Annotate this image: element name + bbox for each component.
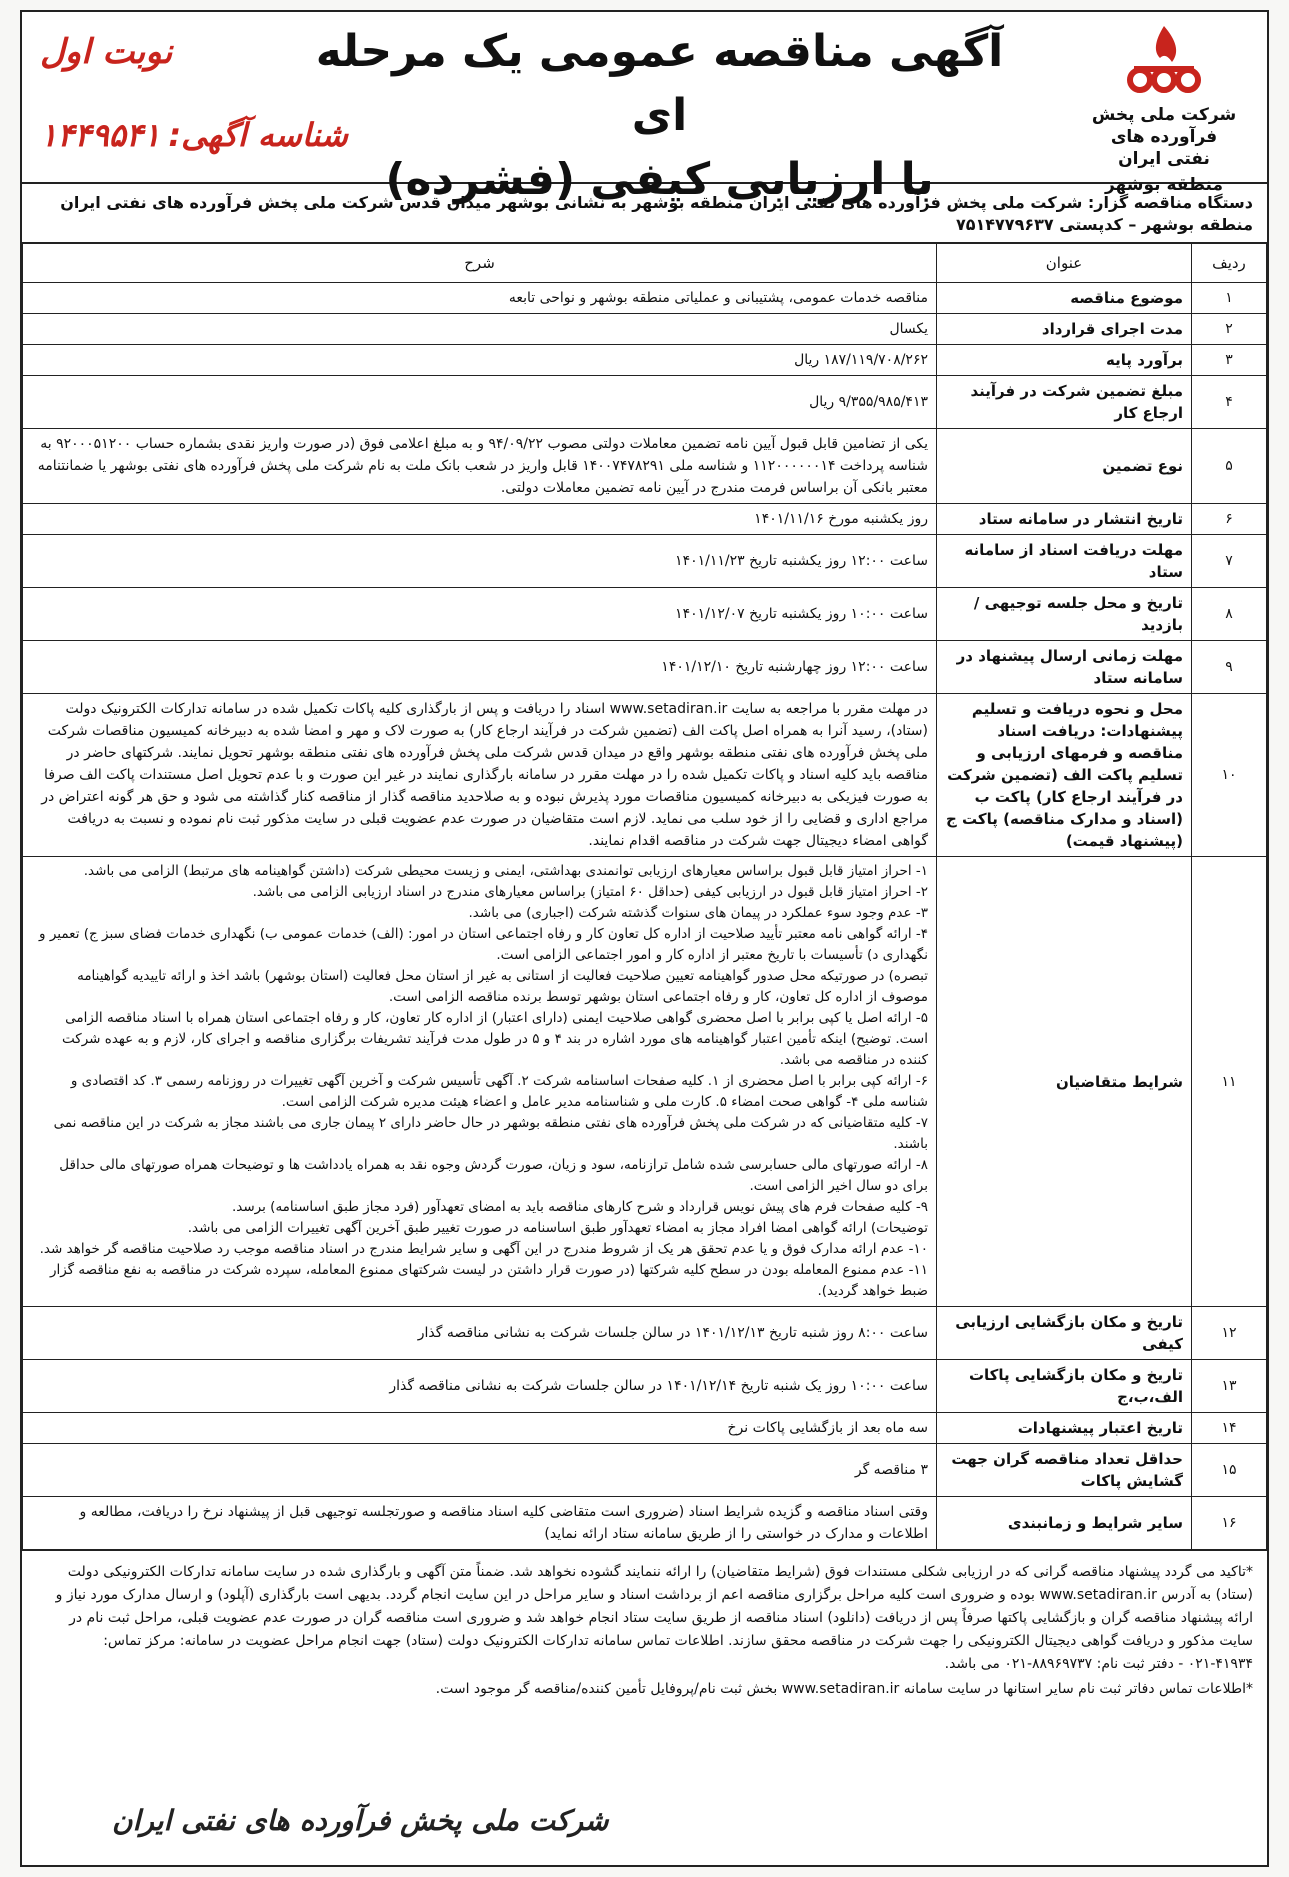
row-desc: در مهلت مقرر با مراجعه به سایت www.setadiran.ir اسناد را دریافت و پس از بارگذاری کلیه پاکات تکمیل شده در سامانه تدارکات الکترونیک دولت (ستاد)، رسید آنرا به همراه اصل پاکت الف (تضمین شرکت در فرآیند ارجاع کار) به صورت لاک و مهر و امضا شده به دبیرخانه کمیسیون مناقصات شرکت ملی پخش فرآورده های نفتی منطقه بوشهر واقع در میدان قدس شرکت ملی پخش فرآورده های نفتی منطقه بوشهر تحویل نمایند. شرکتهای حاضر در مناقصه باید کلیه اسناد و پاکات تکمیل شده را در مهلت مقرر در سامانه بارگذاری نمایند در غیر این صورت و با عدم تحویل اصل مستندات پاکت الف صرفا به صورت فیزیکی به دبیرخانه کمیسیون مناقصات مورد پذیرش نبوده و به صلاحدید مناقصه گذار از مناقصه کنار گذاشته می شود و حق هر گونه اعتراض در مراجع اداری و قضایی را از خود سلب می نماید. لازم است متقاضیان در صورت عدم عضویت قبلی در سایت مذکور ثبت نام نموده و نسبت به دریافت گواهی امضاء دیجیتال جهت شرکت در مناقصه اقدام نمایند.	[23, 694, 937, 857]
condition-line: ۵- ارائه اصل یا کپی برابر با اصل محضری گواهی صلاحیت ایمنی (دارای اعتبار) از اداره کار تعاون، کار و رفاه اجتماعی استان همراه با اسناد مناقصه الزامی است. توضیح) اینکه تأمین اعتبار گواهینامه های مورد اشاره در بند ۴ و ۵ در طول مدت فرآیند تشریفات برگزاری مناقصه و اجرای کار، لازم و به عهده شرکت کننده در مناقصه می باشد.	[62, 1010, 928, 1068]
table-row	[23, 535, 1267, 588]
table-row	[23, 857, 1267, 1307]
table-row	[23, 376, 1267, 429]
row-num: ۸	[1192, 588, 1267, 641]
flame-logo-icon	[1124, 22, 1204, 100]
condition-line: ۸- ارائه صورتهای مالی حسابرسی شده شامل ترازنامه، سود و زیان، صورت گردش وجوه نقد به همراه یادداشت ها و توضیحات همراه صورتهای مالی حداقل برای دو سال اخیر الزامی است.	[59, 1157, 928, 1194]
table-row	[23, 1444, 1267, 1497]
title-block	[282, 20, 1037, 212]
row-desc: ساعت ۱۰:۰۰ روز یکشنبه تاریخ ۱۴۰۱/۱۲/۰۷	[23, 588, 937, 641]
condition-line: توضیحات) ارائه گواهی امضا افراد مجاز به امضاء تعهدآور طبق اساسنامه در صورت تغییر طبق آخرین آگهی تغییرات الزامی می باشد.	[187, 1220, 928, 1236]
table-row	[23, 641, 1267, 694]
row-title: تاریخ و محل جلسه توجیهی /بازدید	[937, 588, 1192, 641]
row-desc: ۱۸۷/۱۱۹/۷۰۸/۲۶۲ ریال	[23, 345, 937, 376]
company-logo	[1089, 22, 1239, 196]
table-row	[23, 504, 1267, 535]
table-row	[23, 314, 1267, 345]
row-desc: ۹/۳۵۵/۹۸۵/۴۱۳ ریال	[23, 376, 937, 429]
condition-line: ۴- ارائه گواهی نامه معتبر تأیید صلاحیت از اداره کل تعاون کار و رفاه اجتماعی استان در امور: (الف) خدمات عمومی ب) نگهداری خدمات فضای سبز ج) تعمیر و نگهداری د) تأسیسات با تاریخ معتبر از اداره کار و امور اجتماعی الزامی است.	[39, 926, 928, 963]
row-title: مهلت زمانی ارسال پیشنهاد در سامانه ستاد	[937, 641, 1192, 694]
condition-line: ۱- احراز امتیاز قابل قبول براساس معیارهای ارزیابی توانمندی بهداشتی، ایمنی و زیست محیطی شرکت (داشتن گواهینامه های مرتبط) الزامی می باشد.	[83, 863, 928, 879]
row-title: محل و نحوه دریافت و تسلیم پیشنهادات: دریافت اسناد مناقصه و فرمهای ارزیابی و تسلیم پاکت الف (تضمین شرکت در فرآیند ارجاع کار) پاکت ب (اسناد و مدارک مناقصه) پاکت ج (پیشنهاد قیمت)	[937, 694, 1192, 857]
row-desc: ساعت ۱۲:۰۰ روز یکشنبه تاریخ ۱۴۰۱/۱۱/۲۳	[23, 535, 937, 588]
row-desc: روز یکشنبه مورخ ۱۴۰۱/۱۱/۱۶	[23, 504, 937, 535]
header-num: ردیف	[1192, 244, 1267, 283]
header	[22, 12, 1267, 205]
row-title: برآورد پایه	[937, 345, 1192, 376]
header-title: عنوان	[937, 244, 1192, 283]
row-desc-conditions	[23, 857, 937, 1307]
row-num: ۶	[1192, 504, 1267, 535]
table-row	[23, 588, 1267, 641]
row-desc: ۳ مناقصه گر	[23, 1444, 937, 1497]
row-title: حداقل تعداد مناقصه گران جهت گشایش پاکات	[937, 1444, 1192, 1497]
row-num: ۵	[1192, 429, 1267, 504]
region-name: منطقه بوشهر	[1104, 175, 1224, 195]
row-title: تاریخ اعتبار پیشنهادات	[937, 1413, 1192, 1444]
row-num: ۴	[1192, 376, 1267, 429]
ad-id	[40, 116, 348, 154]
table-row	[23, 429, 1267, 504]
row-title: نوع تضمین	[937, 429, 1192, 504]
row-num: ۹	[1192, 641, 1267, 694]
row-title: تاریخ و مکان بازگشایی پاکات الف،ب،ج	[937, 1360, 1192, 1413]
table-row	[23, 1307, 1267, 1360]
footer-note: *اطلاعات تماس دفاتر ثبت نام سایر استانها در سایت سامانه www.setadiran.ir بخش ثبت نام/پروفایل تأمین کننده/مناقصه گر موجود است.	[435, 1681, 1253, 1697]
row-desc: مناقصه خدمات عمومی، پشتیبانی و عملیاتی منطقه بوشهر و نواحی تابعه	[23, 283, 937, 314]
row-title: مهلت دریافت اسناد از سامانه ستاد	[937, 535, 1192, 588]
header-desc: شرح	[23, 244, 937, 283]
row-desc: سه ماه بعد از بازگشایی پاکات نرخ	[23, 1413, 937, 1444]
row-num: ۱۰	[1192, 694, 1267, 857]
row-title: تاریخ انتشار در سامانه ستاد	[937, 504, 1192, 535]
row-num: ۱۲	[1192, 1307, 1267, 1360]
condition-line: ۱۰- عدم ارائه مدارک فوق و یا عدم تحقق هر یک از شروط مندرج در این آگهی و سایر شرایط مندرج در اسناد مناقصه موجب رد صلاحیت مناقصه گر خواهد شد.	[39, 1241, 928, 1257]
row-num: ۳	[1192, 345, 1267, 376]
condition-line: ۳- عدم وجود سوء عملکرد در پیمان های سنوات گذشته شرکت (اجباری) می باشد.	[468, 905, 928, 921]
table-row	[23, 345, 1267, 376]
ad-id-value: ۱۴۴۹۵۴۱	[40, 116, 161, 154]
table-row	[23, 694, 1267, 857]
row-num: ۱۶	[1192, 1497, 1267, 1550]
row-desc: وقتی اسناد مناقصه و گزیده شرایط اسناد (ضروری است متقاضی کلیه اسناد مناقصه و صورتجلسه توجیهی قبل از پیشنهاد نرخ را دریافت، مطالعه و اطلاعات و مدارک در خواستی را از طریق سامانه ستاد ارائه نماید)	[23, 1497, 937, 1550]
row-num: ۱۱	[1192, 857, 1267, 1307]
row-title: سایر شرایط و زمانبندی	[937, 1497, 1192, 1550]
round-label: نوبت اول	[40, 32, 173, 72]
row-desc: یکی از تضامین قابل قبول آیین نامه تضمین معاملات دولتی مصوب ۹۴/۰۹/۲۲ و به مبلغ اعلامی فوق (در صورت واریز نقدی بشماره حساب ۹۲۰۰۰۵۱۲۰۰ به شناسه پرداخت ۱۱۲۰۰۰۰۰۰۱۴ و شناسه ملی ۱۴۰۰۷۴۷۸۲۹۱ قابل واریز در شعب بانک ملت به نام شرکت ملی پخش فرآورده های نفتی بوشهر یا ضمانتنامه معتبر بانکی آن براساس فرمت مندرج در آیین نامه تضمین معاملات دولتی.	[23, 429, 937, 504]
condition-line: ۱۱- عدم ممنوع المعامله بودن در سطح کلیه شرکتها (در صورت قرار داشتن در لیست شرکتهای ممنوع المعامله، سپرده شرکت در مناقصه به نفع مناقصه گزار ضبط خواهد گردید).	[49, 1262, 928, 1299]
condition-line: ۲- احراز امتیاز قابل قبول در ارزیابی کیفی (حداقل ۶۰ امتیاز) براساس معیارهای مندرج در اسناد ارزیابی الزامی می باشد.	[252, 884, 928, 900]
row-num: ۱۵	[1192, 1444, 1267, 1497]
condition-line: ۹- کلیه صفحات فرم های پیش نویس قرارداد و شرح کارهای مناقصه باید به امضای تعهدآور (فرد مجاز طبق اساسنامه) برسد.	[231, 1199, 928, 1215]
row-num: ۱	[1192, 283, 1267, 314]
company-name: شرکت ملی پخش فرآورده های نفتی ایران	[1091, 105, 1237, 169]
organizer-line: دستگاه مناقصه گزار: شرکت ملی پخش فرآورده های نفتی ایران منطقه بوشهر به نشانی بوشهر میدان قدس شرکت ملی پخش فرآورده های نفتی ایران منطقه بوشهر – کدپستی ۷۵۱۴۷۷۹۶۳۷	[22, 184, 1267, 243]
tender-table	[22, 243, 1267, 1550]
row-title: موضوع مناقصه	[937, 283, 1192, 314]
row-desc: یکسال	[23, 314, 937, 345]
table-header-row	[23, 244, 1267, 283]
row-num: ۱۴	[1192, 1413, 1267, 1444]
condition-line: تبصره) در صورتیکه محل صدور گواهینامه تعیین صلاحیت فعالیت از استانی به غیر از استان محل فعالیت (استان بوشهر) باشد اخذ و ارائه تاییدیه گواهینامه موصوف از اداره کل تعاون، کار و رفاه اجتماعی استان بوشهر توسط برنده مناقصه الزامی است.	[77, 968, 928, 1005]
footer-note: *تاکید می گردد پیشنهاد مناقصه گرانی که در ارزیابی شکلی مستندات فوق (شرایط متقاضیان) را ارائه ننمایند گشوده نخواهد شد. ضمناً متن آگهی و بارگذاری شده در سایت سامانه تدارکات الکترونیکی دولت (ستاد) به آدرس www.setadiran.ir بوده و ضروری است کلیه مراحل برگزاری مناقصه اعم از برداشت اسناد و سایر مراحل در این سایت انجام گردد. بدیهی است بارگذاری (آپلود) و ارسال مدارک مورد نیاز و ارائه پیشنهاد مناقصه گران و بازگشایی پاکتها صرفاً پس از دریافت (دانلود) اسناد مناقصه از طریق سایت ستاد انجام خواهد شد و ضروری است مناقصه گران در صورت عدم عضویت قبلی، مراحل ثبت نام در سایت مذکور و دریافت گواهی دیجیتال الکترونیکی را جهت شرکت در مناقصه محقق سازند. اطلاعات تماس سامانه تدارکات الکترونیک دولت (ستاد) جهت انجام مراحل عضویت در سامانه: مرکز تماس: ۴۱۹۳۴-۰۲۱ - دفتر ثبت نام: ۸۸۹۶۹۷۳۷-۰۲۱ می باشد.	[55, 1564, 1253, 1672]
table-row	[23, 283, 1267, 314]
footer-notes	[22, 1550, 1267, 1713]
table-row	[23, 1413, 1267, 1444]
row-num: ۷	[1192, 535, 1267, 588]
table-row	[23, 1360, 1267, 1413]
condition-line: ۷- کلیه متقاضیانی که در شرکت ملی پخش فرآورده های نفتی منطقه بوشهر در حال حاضر دارای ۲ پیمان جاری می باشند مجاز به شرکت در این مناقصه نمی باشند.	[53, 1115, 928, 1152]
ad-id-label: شناسه آگهی:	[168, 116, 348, 154]
row-desc: ساعت ۱۰:۰۰ روز یک شنبه تاریخ ۱۴۰۱/۱۲/۱۴ در سالن جلسات شرکت به نشانی مناقصه گذار	[23, 1360, 937, 1413]
signature: شرکت ملی پخش فرآورده های نفتی ایران	[112, 1804, 609, 1837]
table-row	[23, 1497, 1267, 1550]
advertisement-page	[20, 10, 1269, 1867]
row-title: تاریخ و مکان بازگشایی ارزیابی کیفی	[937, 1307, 1192, 1360]
row-title: شرایط متقاضیان	[937, 857, 1192, 1307]
row-desc: ساعت ۸:۰۰ روز شنبه تاریخ ۱۴۰۱/۱۲/۱۳ در سالن جلسات شرکت به نشانی مناقصه گذار	[23, 1307, 937, 1360]
row-title: مبلغ تضمین شرکت در فرآیند ارجاع کار	[937, 376, 1192, 429]
row-num: ۲	[1192, 314, 1267, 345]
page-title: آگهی مناقصه عمومی یک مرحله ای	[315, 26, 1004, 141]
condition-line: ۶- ارائه کپی برابر با اصل محضری از ۱. کلیه صفحات اساسنامه شرکت ۲. آگهی تأسیس شرکت و آخرین آگهی تغییرات در روزنامه رسمی ۳. کد اقتصادی و شناسه ملی ۴- گواهی صحت امضاء ۵. کارت ملی و شناسنامه مدیر عامل و اعضاء هیئت مدیره شرکت الزامی است.	[70, 1073, 928, 1110]
page-subtitle: با ارزیابی کیفی (فشرده)	[385, 154, 934, 205]
row-num: ۱۳	[1192, 1360, 1267, 1413]
row-title: مدت اجرای قرارداد	[937, 314, 1192, 345]
row-desc: ساعت ۱۲:۰۰ روز چهارشنبه تاریخ ۱۴۰۱/۱۲/۱۰	[23, 641, 937, 694]
